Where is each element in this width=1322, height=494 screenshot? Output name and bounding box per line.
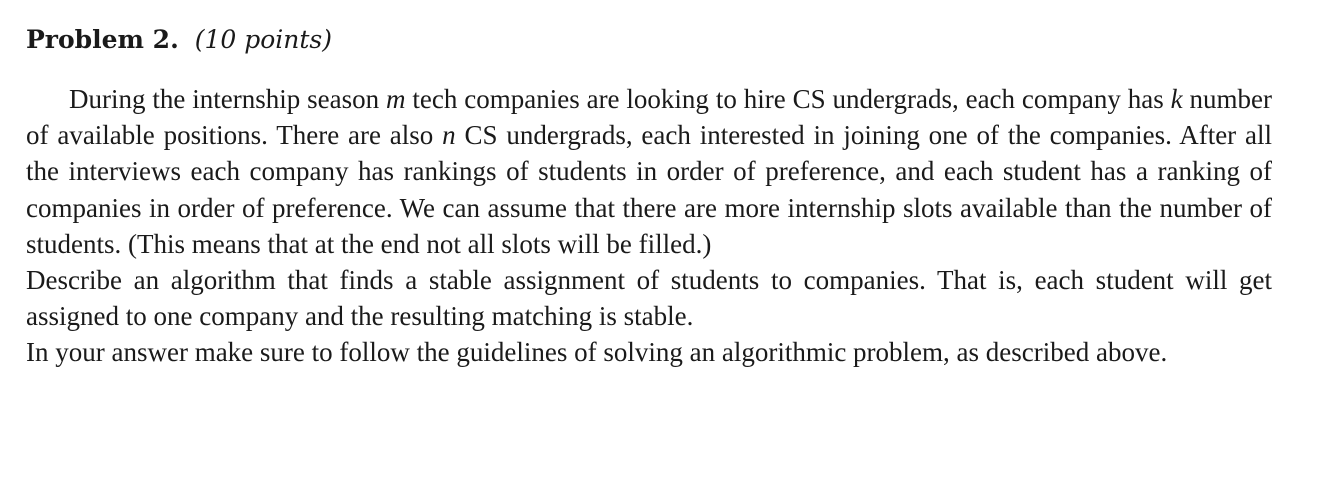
problem-heading [26, 20, 1272, 60]
statement-text: During the internship season [69, 84, 386, 114]
variable-k: k [1170, 84, 1183, 114]
statement-text: number of available positions. There are also [26, 84, 1273, 151]
statement-text: tech companies are looking to hire CS undergrads, each company has [405, 84, 1171, 114]
problem-statement-paragraph [26, 81, 1272, 262]
variable-n: n [442, 120, 456, 151]
problem-number: Problem 2. [26, 25, 179, 54]
task-paragraph: Describe an algorithm that finds a stable assignment of students to companies. That is, each student will get assigned to one company and the resulting matching is stable. [26, 265, 1272, 332]
problem-page [26, 20, 1272, 371]
statement-text: CS undergrads, each interested in joining one of the companies. After all the interviews each company has rankings of students in order of preference, and each student has a ranking of companies in order of preference. We can assume that there are more internship slots available than the number of students. (This means that at the end not all slots will be filled.) [26, 120, 1273, 259]
guidelines-paragraph: In your answer make sure to follow the guidelines of solving an algorithmic problem, as described above. [26, 337, 1168, 368]
problem-points: (10 points) [194, 25, 332, 54]
variable-m: m [386, 84, 406, 114]
